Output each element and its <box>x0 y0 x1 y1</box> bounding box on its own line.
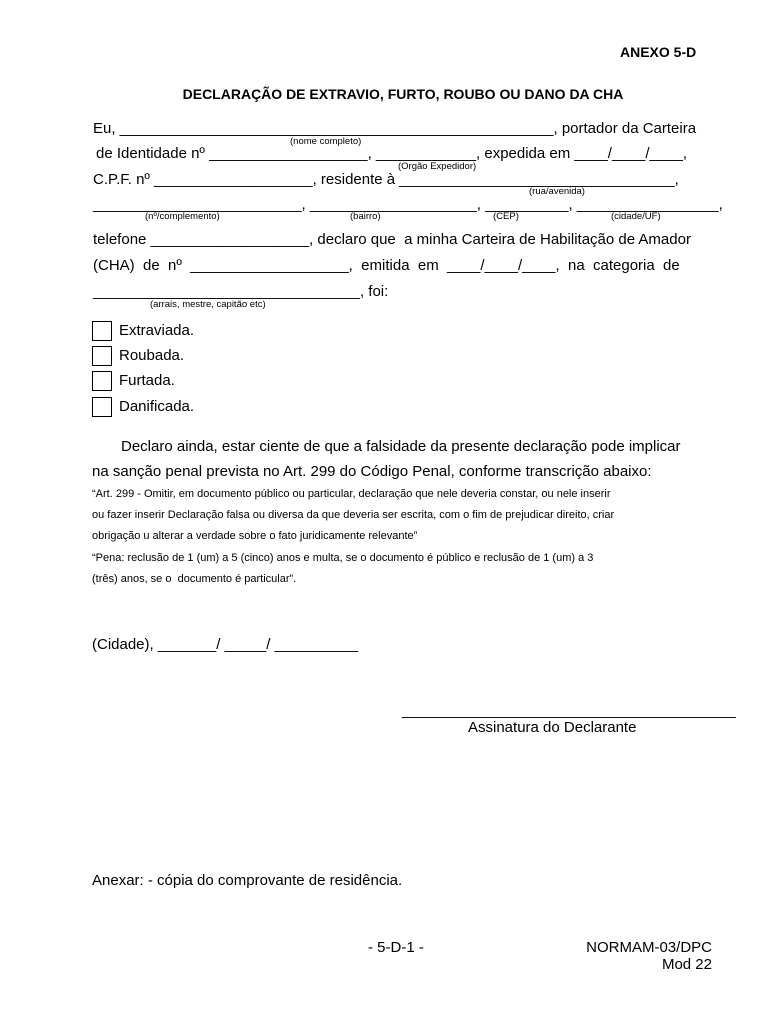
hint-city: (cidade/UF) <box>611 211 661 222</box>
form-line-category: ________________________________, foi: <box>93 283 389 300</box>
checkbox-option-1[interactable] <box>92 321 112 341</box>
form-line-identity: de Identidade nº ___________________, ____________, expedida em ____/____/____, <box>96 145 688 162</box>
annex-label: ANEXO 5-D <box>620 44 697 60</box>
form-line-cpf: C.P.F. nº ___________________, residente à _________________________________, <box>93 171 679 188</box>
signature-line: ________________________________________ <box>402 702 736 719</box>
checkbox-option-2[interactable] <box>92 346 112 366</box>
declaration-line-1: Declaro ainda, estar ciente de que a falsidade da presente declaração pode implicar <box>121 438 681 455</box>
hint-cep: (CEP) <box>493 211 519 222</box>
footer-document-code: NORMAM-03/DPC <box>586 939 712 956</box>
option-label: Extraviada. <box>119 322 195 339</box>
article-quote-line-1: “Art. 299 - Omitir, em documento público ou particular, declaração que nele deveria constar, ou nele inserir <box>92 488 611 500</box>
form-line-cha: (CHA) de nº ___________________, emitida em ____/____/____, na categoria de <box>93 257 680 274</box>
article-quote-line-2: ou fazer inserir Declaração falsa ou diversa da que deveria ser escrita, com o fim de prejudicar direito, criar <box>92 509 615 521</box>
page-number: - 5-D-1 - <box>368 939 424 956</box>
checkbox-option-4[interactable] <box>92 397 112 417</box>
hint-district: (bairro) <box>350 211 381 222</box>
form-line-address: _________________________, ____________________, __________, _________________, <box>93 196 723 213</box>
hint-issuing-agency: (Orgão Expedidor) <box>398 161 477 172</box>
place-date-line: (Cidade), _______/ _____/ __________ <box>92 636 359 653</box>
checkbox-option-3[interactable] <box>92 371 112 391</box>
form-line-phone: telefone ___________________, declaro que a minha Carteira de Habilitação de Amador <box>93 231 691 248</box>
attachment-note: Anexar: - cópia do comprovante de residência. <box>92 872 403 889</box>
option-label: Roubada. <box>119 347 185 364</box>
signature-label: Assinatura do Declarante <box>468 719 637 736</box>
form-line-name: Eu, ____________________________________________________, portador da Carteira <box>93 120 697 137</box>
option-label: Danificada. <box>119 398 195 415</box>
footer-model: Mod 22 <box>661 956 712 973</box>
hint-street: (rua/avenida) <box>529 186 585 197</box>
hint-full-name: (nome completo) <box>290 136 362 147</box>
hint-category: (arrais, mestre, capitão etc) <box>150 299 266 310</box>
hint-number: (nº/complemento) <box>145 211 220 222</box>
article-quote-line-3: obrigação u alterar a verdade sobre o fato juridicamente relevante” <box>92 530 418 542</box>
document-title: DECLARAÇÃO DE EXTRAVIO, FURTO, ROUBO OU DANO DA CHA <box>182 86 624 102</box>
penalty-quote-line-1: “Pena: reclusão de 1 (um) a 5 (cinco) anos e multa, se o documento é público e reclusão de 1 (um) a 3 <box>92 552 594 564</box>
declaration-line-2: na sanção penal prevista no Art. 299 do Código Penal, conforme transcrição abaixo: <box>92 463 652 480</box>
penalty-quote-line-2: (três) anos, se o documento é particular”. <box>92 573 297 585</box>
option-label: Furtada. <box>119 372 175 389</box>
